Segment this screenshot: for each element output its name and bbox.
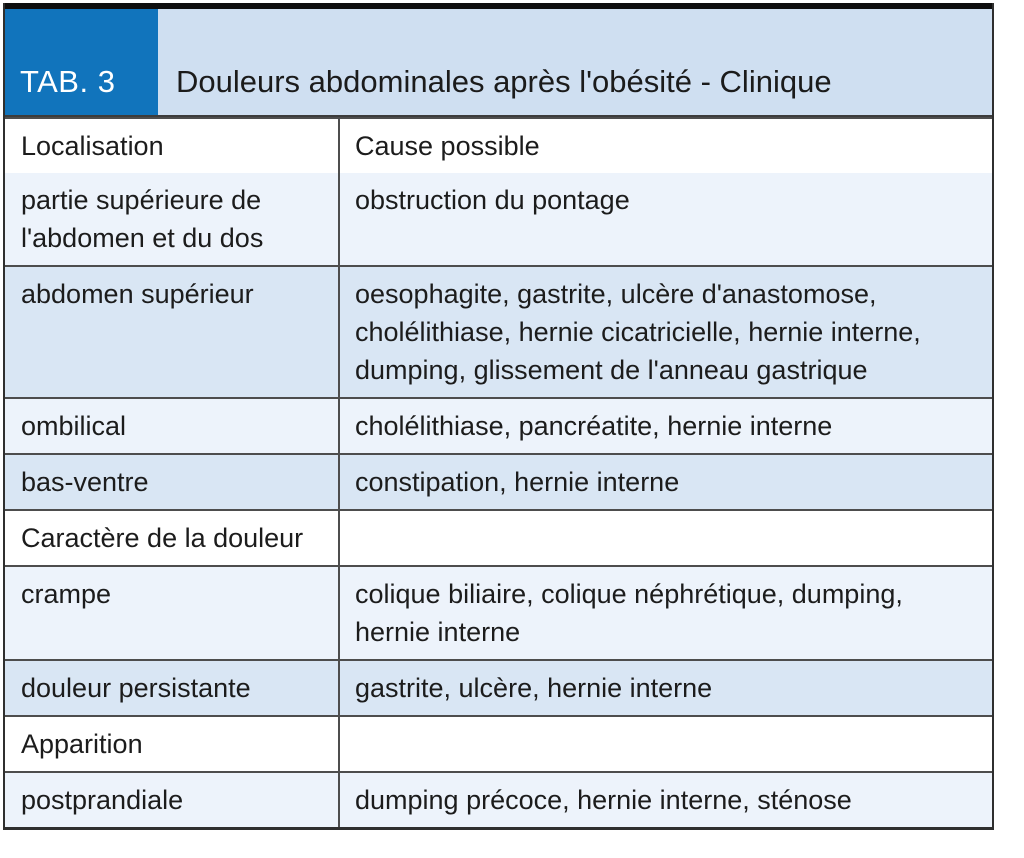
localisation-cell: Apparition <box>5 717 338 771</box>
table-row <box>5 565 992 659</box>
localisation-cell: abdomen supérieur <box>5 267 338 397</box>
cause-cell: constipation, hernie interne <box>338 455 992 509</box>
table-row <box>5 453 992 509</box>
cause-cell: obstruction du pontage <box>338 173 992 265</box>
cause-cell: gastrite, ulcère, hernie interne <box>338 661 992 715</box>
table-row <box>5 397 992 453</box>
table-number-badge: TAB. 3 <box>5 9 158 115</box>
column-header-row <box>5 117 992 173</box>
column-header-localisation: Localisation <box>5 119 338 173</box>
table-row <box>5 715 992 771</box>
table-row <box>5 509 992 565</box>
localisation-cell: douleur persistante <box>5 661 338 715</box>
cause-cell <box>338 511 992 565</box>
clinical-table <box>3 3 994 830</box>
localisation-cell: bas-ventre <box>5 455 338 509</box>
table-row <box>5 265 992 397</box>
localisation-cell: crampe <box>5 567 338 659</box>
column-header-cause-possible: Cause possible <box>338 119 992 173</box>
localisation-cell: postprandiale <box>5 773 338 827</box>
cause-cell: oesophagite, gastrite, ulcère d'anastomose, cholélithiase, hernie cicatricielle, hernie interne, dumping, glissement de l'anneau gastrique <box>338 267 992 397</box>
localisation-cell: Caractère de la douleur <box>5 511 338 565</box>
cause-cell <box>338 717 992 771</box>
table-row <box>5 659 992 715</box>
table-body <box>5 173 992 827</box>
table-row <box>5 771 992 827</box>
table-title: Douleurs abdominales après l'obésité - Clinique <box>158 9 992 115</box>
cause-cell: dumping précoce, hernie interne, sténose <box>338 773 992 827</box>
localisation-cell: partie supérieure de l'abdomen et du dos <box>5 173 338 265</box>
table-row <box>5 173 992 265</box>
table-header-band <box>5 3 992 117</box>
localisation-cell: ombilical <box>5 399 338 453</box>
cause-cell: colique biliaire, colique néphrétique, dumping, hernie interne <box>338 567 992 659</box>
cause-cell: cholélithiase, pancréatite, hernie interne <box>338 399 992 453</box>
